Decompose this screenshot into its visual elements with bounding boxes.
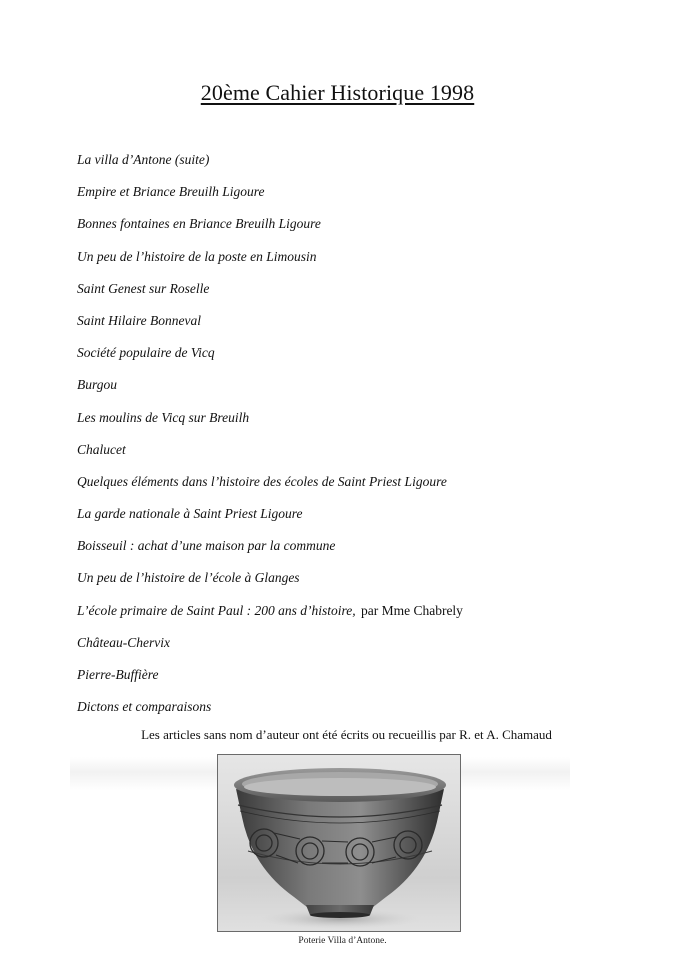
article-list — [77, 152, 637, 731]
article-title: Bonnes fontaines en Briance Breuilh Ligoure — [77, 216, 321, 232]
article-title: Un peu de l’histoire de la poste en Limousin — [77, 248, 317, 264]
article-title: Société populaire de Vicq — [77, 345, 215, 361]
article-item — [77, 538, 637, 570]
article-title: Boisseuil : achat d’une maison par la commune — [77, 538, 336, 554]
page-title: 20ème Cahier Historique 1998 — [200, 80, 475, 105]
article-author: par Mme Chabrely — [360, 602, 463, 618]
article-item — [77, 377, 637, 409]
article-item — [77, 570, 637, 602]
pottery-photo — [217, 754, 461, 932]
article-title: Les moulins de Vicq sur Breuilh — [77, 409, 250, 425]
article-item — [77, 635, 637, 667]
article-item — [77, 184, 637, 216]
article-title: Burgou — [77, 377, 117, 393]
article-title: Saint Hilaire Bonneval — [77, 312, 201, 328]
article-item — [77, 281, 637, 313]
article-title: Dictons et comparaisons — [77, 699, 212, 715]
article-item — [77, 249, 637, 281]
article-item — [77, 442, 637, 474]
article-title: Un peu de l’histoire de l’école à Glanges — [77, 570, 300, 586]
article-title: L’école primaire de Saint Paul : 200 ans d’histoire, — [77, 602, 356, 618]
article-item — [77, 345, 637, 377]
article-item — [77, 216, 637, 248]
pottery-bowl-illustration — [218, 755, 461, 932]
article-title: Saint Genest sur Roselle — [77, 280, 210, 296]
article-title: Quelques éléments dans l’histoire des écoles de Saint Priest Ligoure — [77, 473, 447, 489]
authorship-note: Les articles sans nom d’auteur ont été écrits ou recueillis par R. et A. Chamaud — [141, 727, 552, 742]
article-item — [77, 667, 637, 699]
article-item — [77, 603, 637, 635]
article-item — [77, 474, 637, 506]
article-title: Empire et Briance Breuilh Ligoure — [77, 184, 265, 200]
article-item — [77, 410, 637, 442]
article-title: Château-Chervix — [77, 634, 170, 650]
article-title: Pierre-Buffière — [77, 667, 159, 682]
article-title: La garde nationale à Saint Priest Ligoure — [77, 506, 303, 522]
article-item — [77, 152, 637, 184]
article-title: La villa d’Antone (suite) — [77, 152, 210, 167]
photo-caption: Poterie Villa d’Antone. — [298, 936, 387, 946]
article-title: Chalucet — [77, 441, 126, 457]
article-item — [77, 506, 637, 538]
article-item — [77, 313, 637, 345]
